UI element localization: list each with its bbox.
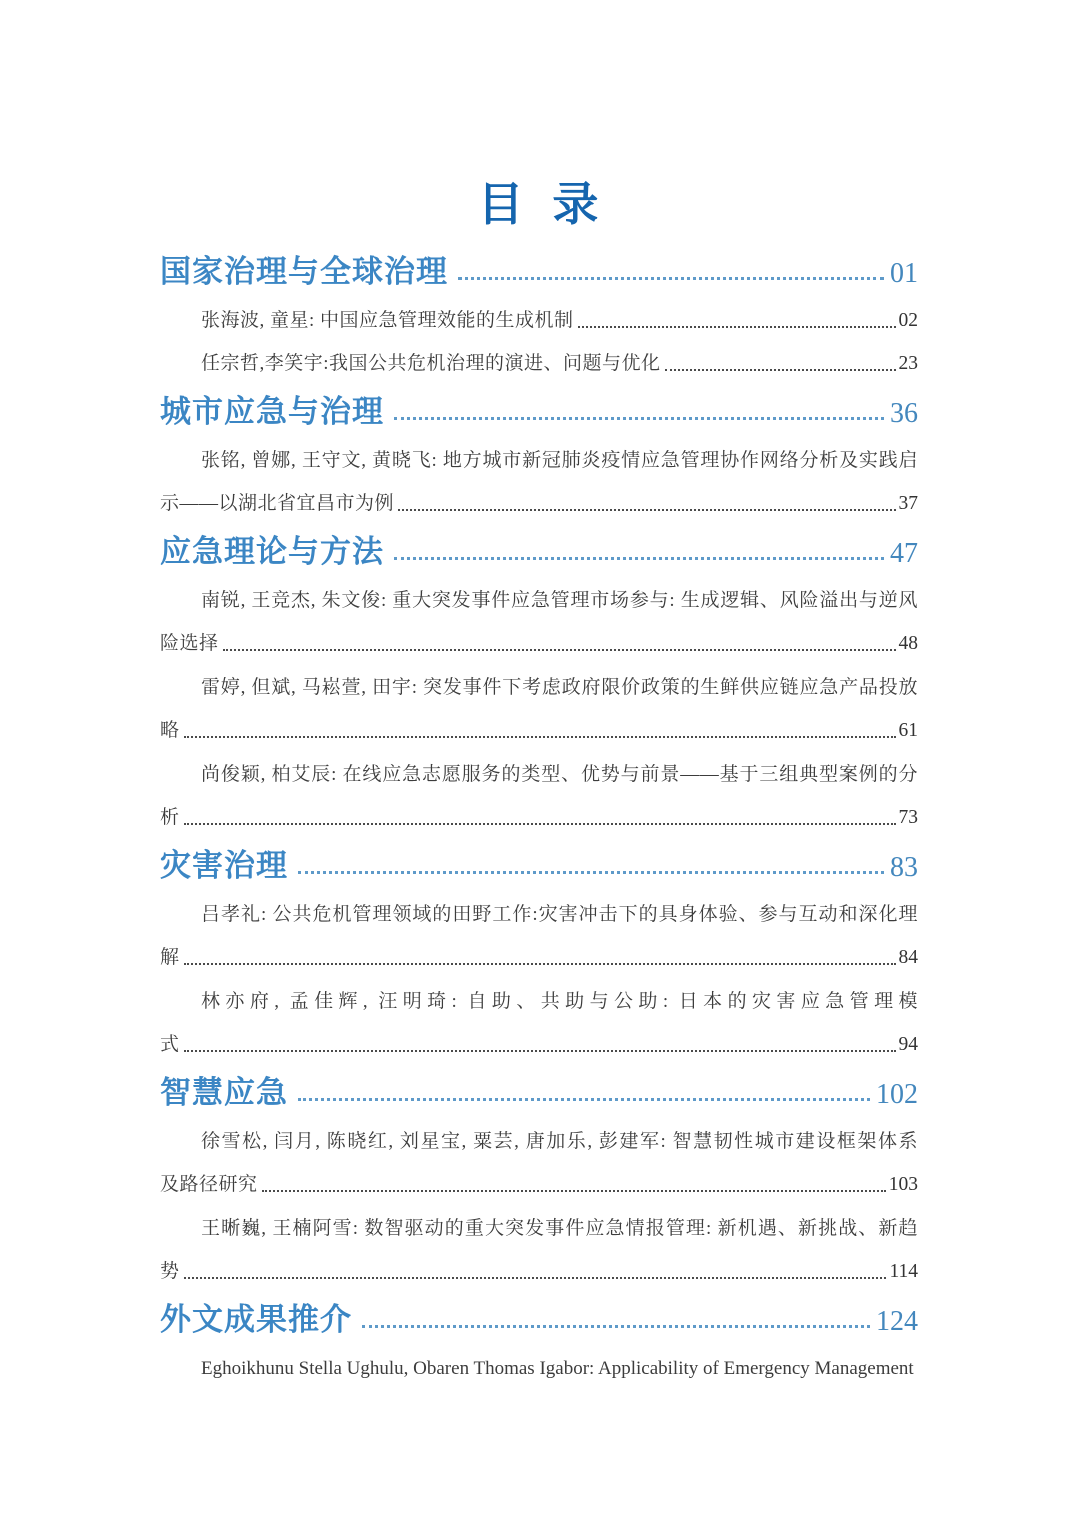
toc-section-row: [160, 376, 918, 429]
entry-text: 张铭, 曾娜, 王守文, 黄晓飞: 地方城市新冠肺炎疫情应急管理协作网络分析及实践启: [201, 449, 918, 471]
toc-section-row: [160, 516, 918, 569]
dot-leader: [398, 509, 895, 511]
dot-leader: [184, 1277, 887, 1279]
entry-text: 示——以湖北省宜昌市为例: [160, 493, 395, 514]
toc-entry-row: [160, 289, 918, 333]
dot-leader: [394, 417, 884, 420]
toc-entry-row: [160, 333, 918, 377]
dot-leader: [184, 963, 896, 965]
toc-entry-row: [160, 787, 918, 831]
toc-section-row: [160, 1057, 918, 1110]
dot-leader: [578, 326, 896, 328]
entry-text: 任宗哲,李笑宇:我国公共危机治理的演进、问题与优化: [201, 353, 661, 374]
section-title: 城市应急与治理: [160, 394, 384, 429]
toc-section-row: [160, 1284, 918, 1337]
page-number: 23: [898, 353, 918, 374]
toc-entry-row: [160, 1241, 918, 1285]
dot-leader: [184, 736, 896, 738]
entry-text: 王晰巍, 王楠阿雪: 数智驱动的重大突发事件应急情报管理: 新机遇、新挑战、新趋: [201, 1217, 918, 1239]
page-number: 01: [890, 258, 918, 289]
page-number: 94: [898, 1034, 918, 1055]
dot-leader: [394, 557, 884, 560]
toc-entry-row: [160, 1014, 918, 1058]
toc-entry-row: [160, 1197, 918, 1241]
entry-text: 南锐, 王竞杰, 朱文俊: 重大突发事件应急管理市场参与: 生成逻辑、风险溢出与逆风: [201, 589, 918, 611]
entry-text: 析: [160, 807, 180, 828]
entry-text: 张海波, 童星: 中国应急管理效能的生成机制: [201, 309, 574, 331]
entry-text: Eghoikhunu Stella Ughulu, Obaren Thomas Igabor: Applicability of Emergency Management: [201, 1357, 914, 1379]
toc-entry-row: [160, 1154, 918, 1198]
page-number: 36: [890, 398, 918, 429]
dot-leader: [665, 369, 896, 371]
dot-leader: [458, 277, 884, 280]
dot-leader: [223, 649, 896, 651]
dot-leader: [298, 1098, 870, 1101]
toc-entry-row: [160, 700, 918, 744]
page-number: 83: [890, 852, 918, 883]
entry-text: 及路径研究: [160, 1174, 258, 1195]
section-title: 智慧应急: [160, 1075, 288, 1110]
entry-text: 略: [160, 720, 180, 741]
dot-leader: [184, 1050, 896, 1052]
entry-text: 险选择: [160, 633, 219, 654]
toc-section-row: [160, 830, 918, 883]
page-number: 84: [898, 947, 918, 968]
page-number: 02: [898, 309, 918, 331]
dot-leader: [262, 1190, 886, 1192]
entry-text: 势: [160, 1261, 180, 1282]
toc-entry-row: [160, 743, 918, 787]
page-number: 102: [876, 1079, 918, 1110]
section-title: 应急理论与方法: [160, 534, 384, 569]
toc: [160, 236, 918, 1381]
toc-entry-row: [160, 473, 918, 517]
toc-entry-row: [160, 613, 918, 657]
page-number: 124: [876, 1306, 918, 1337]
toc-section-row: [160, 236, 918, 289]
toc-entry-row: [160, 927, 918, 971]
entry-text: 尚俊颖, 柏艾辰: 在线应急志愿服务的类型、优势与前景——基于三组典型案例的分: [201, 763, 918, 785]
toc-entry-row: [160, 569, 918, 613]
toc-entry-row: [160, 429, 918, 473]
page-number: 61: [898, 720, 918, 741]
entry-text: 徐雪松, 闫月, 陈晓红, 刘星宝, 粟芸, 唐加乐, 彭建军: 智慧韧性城市建设框架体系: [201, 1130, 918, 1152]
page-number: 103: [888, 1174, 918, 1195]
entry-text: 雷婷, 但斌, 马崧萱, 田宇: 突发事件下考虑政府限价政策的生鲜供应链应急产品投放: [201, 676, 918, 698]
entry-text: 式: [160, 1034, 180, 1055]
page-number: 73: [898, 807, 918, 828]
page-number: 37: [898, 493, 918, 514]
dot-leader: [184, 823, 896, 825]
section-title: 外文成果推介: [160, 1302, 352, 1337]
entry-text: 林亦府, 孟佳辉, 汪明琦: 自助、共助与公助: 日本的灾害应急管理模: [201, 990, 918, 1012]
section-title: 灾害治理: [160, 848, 288, 883]
dot-leader: [298, 871, 884, 874]
toc-entry-row: [160, 1337, 918, 1381]
entry-text: 解: [160, 947, 180, 968]
page-number: 48: [898, 633, 918, 654]
toc-entry-row: [160, 883, 918, 927]
entry-text: 吕孝礼: 公共危机管理领域的田野工作:灾害冲击下的具身体验、参与互动和深化理: [201, 903, 918, 925]
toc-entry-row: [160, 970, 918, 1014]
toc-entry-row: [160, 1110, 918, 1154]
page-title: 目 录: [477, 178, 601, 230]
toc-entry-row: [160, 656, 918, 700]
page-number: 114: [889, 1261, 918, 1282]
page-number: 47: [890, 538, 918, 569]
dot-leader: [362, 1325, 870, 1328]
section-title: 国家治理与全球治理: [160, 254, 448, 289]
